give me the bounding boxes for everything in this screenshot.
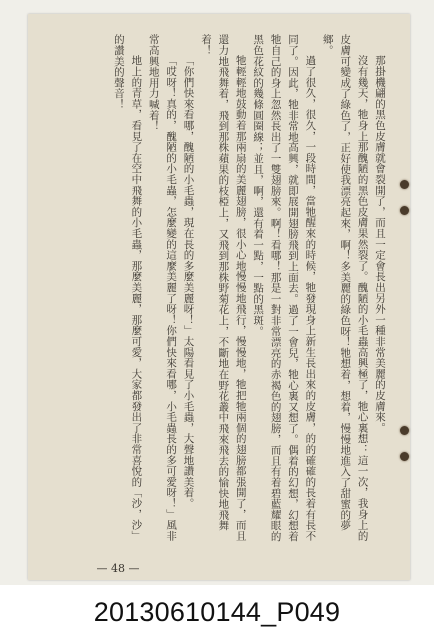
paragraph: 那掛機翩的黑色皮膚就會裂開了，而且一定會長出另外一種非常美麗的皮膚來。 xyxy=(374,55,386,433)
binding-hole xyxy=(400,452,409,461)
paragraph: 牠輕輕地鼓動着那兩扇的美麗翅膀，很小心地慢慢地飛行，慢慢地，牠把牠兩個的翅膀都張開了，而且還力地飛舞着，飛到那株蘋果的枝椏上，又飛到那株野菊花上，不斷地在野花叢中飛來飛去的愉快地飛舞着！ xyxy=(199,34,247,541)
paragraph: 沒有幾天，牠身上那醜陋的黑色皮膚果然裂了。醜陋的小毛蟲高興極了，牠心裏想：這一次，我身上的皮膚可變成了綠色了，正好使我漂亮起來，啊！多美麗的綠色呀！牠想着，想着，慢慢地進入了甜蜜的夢鄉。 xyxy=(321,34,369,541)
binding-hole xyxy=(400,426,409,435)
paragraph: 「哎呀！真的，醜陋的小毛蟲，怎麼變的這麼美麗了呀！你們快來看哪，小毛蟲長的多可愛呀！」風非常高興地用力喊着！ xyxy=(147,34,178,541)
document-page xyxy=(28,14,410,580)
paragraph: 過了很久，很久，一段時間，當牠醒來的時候，牠發現身上新生長出來的皮膚，的的確確的長着有長不同了。因此，牠非常地高興，就即展開翅膀飛到上面去。過了一會兒，牠心裏又想了。偶着的幻想，幻想着牠自己的身上忽然長出了一雙翅膀來。啊！看哪！那是一對非常漂亮的赤褐色的翅膀，而且有着碧藍耀眼的黑色花紋的幾條圓圈線；並且，啊，還有着一點，一點的黑斑。 xyxy=(252,34,317,542)
binding-hole xyxy=(400,180,409,189)
binding-hole xyxy=(400,206,409,215)
paragraph: 「你們快來看哪，醜陋的小毛蟲，現在長的多麼美麗呀！」太陽看見了小毛蟲，大聲地讚美着。 xyxy=(182,55,195,509)
paragraph: 地上的青草，看見了在空中飛舞的小毛蟲，那麼美麗，那麼可愛，大家都發出了非常喜悅的「沙，沙」的讚美的聲音！ xyxy=(112,34,143,541)
vertical-text-body xyxy=(68,34,388,549)
image-caption: 20130610144_P049 xyxy=(93,597,341,627)
page-number: — 48 — xyxy=(96,562,140,575)
